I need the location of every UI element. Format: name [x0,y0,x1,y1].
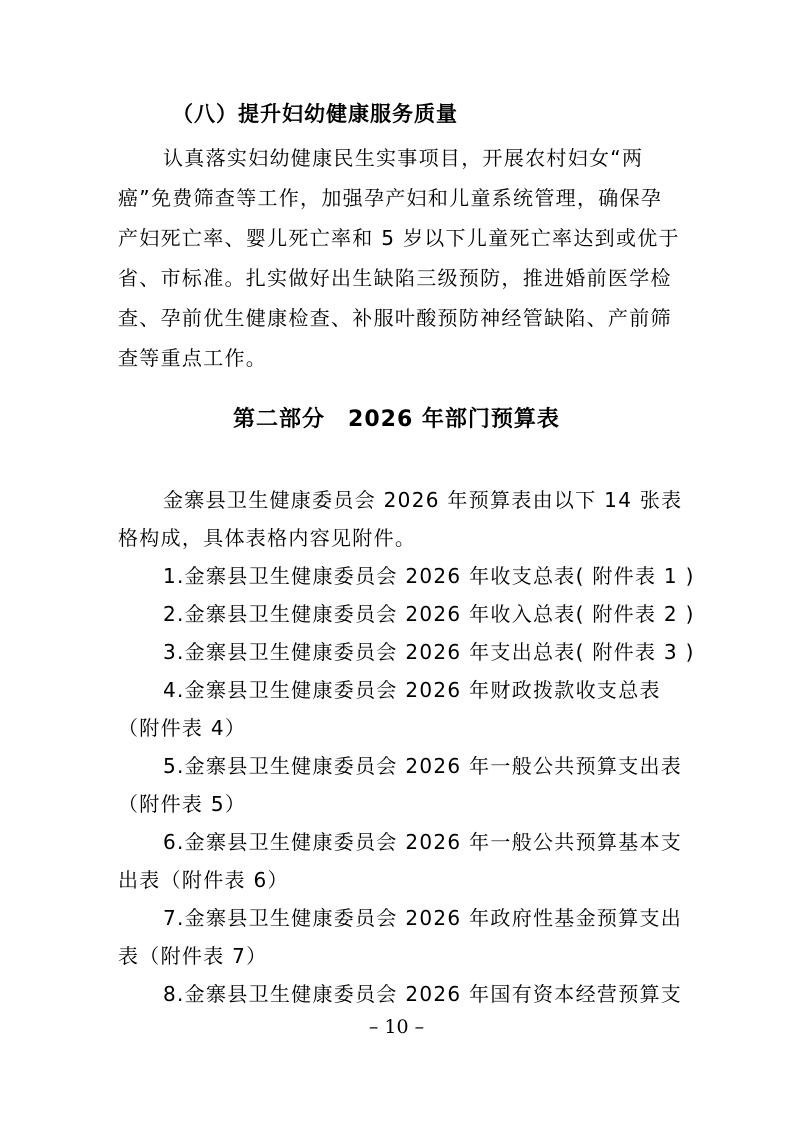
list-item: 6.金寨县卫生健康委员会 2026 年一般公共预算基本支 [163,830,683,854]
paragraph-line: 产妇死亡率、婴儿死亡率和 5 岁以下儿童死亡率达到或优于 [118,226,680,250]
list-item: 3.金寨县卫生健康委员会 2026 年支出总表( 附件表 3 ) [163,640,695,664]
list-item-continuation: 表（附件表 7） [118,944,268,968]
list-item: 4.金寨县卫生健康委员会 2026 年财政拨款收支总表 [163,678,661,702]
list-item-continuation: （附件表 5） [118,792,247,816]
list-item: 1.金寨县卫生健康委员会 2026 年收支总表( 附件表 1 ) [163,564,695,588]
list-item: 5.金寨县卫生健康委员会 2026 年一般公共预算支出表 [163,754,683,778]
paragraph-line: 省、市标准。扎实做好出生缺陷三级预防，推进婚前医学检 [118,266,672,290]
intro-line: 格构成，具体表格内容见附件。 [118,526,417,550]
list-item-continuation: 出表（附件表 6） [118,868,289,892]
intro-line: 金寨县卫生健康委员会 2026 年预算表由以下 14 张表 [163,488,683,512]
page-number: – 10 – [368,1016,425,1038]
part-title: 第二部分 2026 年部门预算表 [233,407,560,432]
list-item-continuation: （附件表 4） [118,716,247,740]
list-item: 8.金寨县卫生健康委员会 2026 年国有资本经营预算支 [163,982,683,1006]
list-item: 2.金寨县卫生健康委员会 2026 年收入总表( 附件表 2 ) [163,602,695,626]
section-heading: （八）提升妇幼健康服务质量 [172,102,458,126]
paragraph-line: 癌”免费筛查等工作，加强孕产妇和儿童系统管理，确保孕 [118,186,663,210]
paragraph-line: 认真落实妇幼健康民生实事项目，开展农村妇女“两 [163,146,644,170]
paragraph-line: 查、孕前优生健康检查、补服叶酸预防神经管缺陷、产前筛 [118,306,672,330]
list-item: 7.金寨县卫生健康委员会 2026 年政府性基金预算支出 [163,906,683,930]
paragraph-line: 查等重点工作。 [118,346,268,370]
